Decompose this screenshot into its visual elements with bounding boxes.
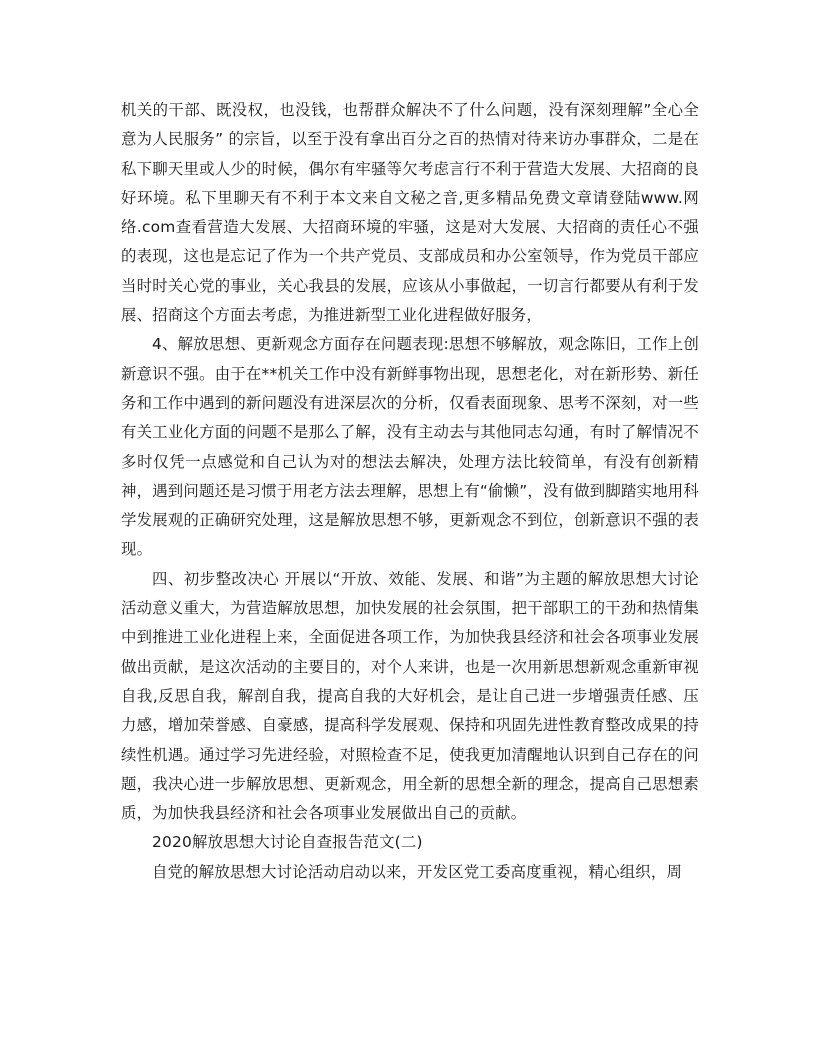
paragraph-continuation: 机关的干部、既没权，也没钱，也帮群众解决不了什么问题，没有深刻理解”全心全意为人民服务” 的宗旨，以至于没有拿出百分之百的热情对待来访办事群众，二是在私下聊天里或人少的时候，偶尔有牢骚等欠考虑言行不利于营造大发展、大招商的良好环境。私下里聊天有不利于本文来自文秘之音,更多精品免费文章请登陆www.网络.com查看营造大发展、大招商环境的牢骚，这是对大发展、大招商的责任心不强的表现，这也是忘记了作为一个共产党员、支部成员和办公室领导，作为党员干部应当时时关心党的事业，关心我县的发展，应该从小事做起，一切言行都要从有利于发展、招商这个方面去考虑，为推进新型工业化进程做好服务，	[121, 101, 699, 325]
paragraph-intro: 自党的解放思想大讨论活动启动以来，开发区党工委高度重视，精心组织，周	[152, 862, 683, 881]
section-title: 2020解放思想大讨论自查报告范文(二)	[152, 833, 423, 852]
document-page	[121, 96, 699, 887]
paragraph-section-four: 四、初步整改决心 开展以“开放、效能、发展、和谐”为主题的解放思想大讨论活动意义重大，为营造解放思想，加快发展的社会氛围，把干部职工的干劲和热情集中到推进工业化进程上来，全面促进各项工作，为加快我县经济和社会各项事业发展做出贡献，是这次活动的主要目的，对个人来讲，也是一次用新思想新观念重新审视自我,反思自我，解剖自我，提高自我的大好机会，是让自己进一步增强责任感、压力感，增加荣誉感、自豪感，提高科学发展观、保持和巩固先进性教育整改成果的持续性机遇。通过学习先进经验，对照检查不足，使我更加清醒地认识到自己存在的问题，我决心进一步解放思想、更新观念，用全新的思想全新的理念，提高自己思想素质，为加快我县经济和社会各项事业发展做出自己的贡献。	[121, 569, 699, 823]
paragraph-item-4: 4、解放思想、更新观念方面存在问题表现:思想不够解放，观念陈旧，工作上创新意识不强。由于在**机关工作中没有新鲜事物出现，思想老化，对在新形势、新任务和工作中遇到的新问题没有进深层次的分析，仅看表面现象、思考不深刻，对一些有关工业化方面的问题不是那么了解，没有主动去与其他同志勾通，有时了解情况不多时仅凭一点感觉和自己认为对的想法去解决，处理方法比较简单，有没有创新精神，遇到问题还是习惯于用老方法去理解，思想上有“偷懒”，没有做到脚踏实地用科学发展观的正确研究处理，这是解放思想不够，更新观念不到位，创新意识不强的表现。	[121, 335, 699, 559]
